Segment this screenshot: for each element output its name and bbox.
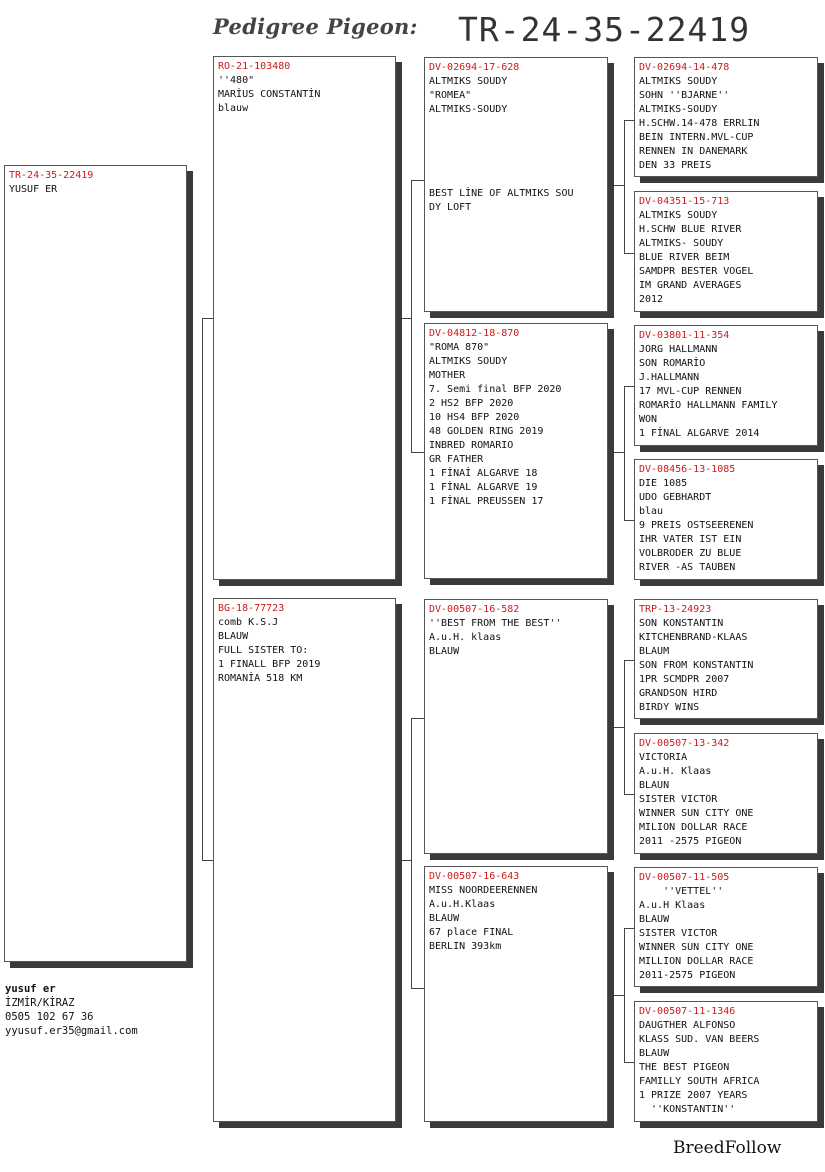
pedigree-text-line: SOHN ''BJARNE'' [639,90,730,101]
connector [614,727,624,728]
connector [402,860,411,861]
pedigree-text-line [429,117,603,131]
connector [202,318,203,860]
pedigree-text-line: ALTMIKS SOUDY [639,76,718,87]
connector [624,520,634,521]
pedigree-text-line: SAMDPR BESTER VOGEL [639,266,754,277]
owner-city: İZMİR/KİRAZ [5,997,75,1009]
pedigree-text-line: BLAUM [639,646,670,657]
connector [624,1062,634,1063]
pedigree-text-line: BLAUW [639,914,670,925]
pedigree-text-line: ALTMIKS-SOUDY [639,104,718,115]
pedigree-text-line: A.u.H.Klaas [429,899,496,910]
pedigree-text-line: "ROMA 870" [429,342,490,353]
pedigree-text-line: SISTER VICTOR [639,794,718,805]
pedigree-text-line: 1 FİNAİ ALGARVE 18 [429,468,538,479]
sd-sire-card [634,325,818,446]
ring-number: RO-21-103480 [218,61,291,72]
ring-number: DV-04812-18-870 [429,328,520,339]
pedigree-text-line: BLAUN [639,780,670,791]
ring-number: DV-02694-17-628 [429,62,520,73]
connector [624,120,625,253]
connector [624,660,634,661]
pedigree-text-line: A.u.H. klaas [429,632,502,643]
pedigree-text-line: ALTMIKS SOUDY [429,356,508,367]
connector [202,318,213,319]
pedigree-text-line: WINNER SUN CITY ONE [639,942,754,953]
ring-number: DV-00507-11-505 [639,872,730,883]
pedigree-text-line: GRANDSON HIRD [639,688,718,699]
pedigree-text-line: FULL SISTER TO: [218,645,309,656]
connector [411,452,424,453]
pedigree-text-line: SON FROM KONSTANTIN [639,660,754,671]
connector [624,660,625,794]
pedigree-text-line: RENNEN IN DANEMARK [639,146,748,157]
pedigree-text-line: BLAUW [218,631,249,642]
pedigree-text-line: blau [639,506,664,517]
pedigree-text-line: BLAUW [429,913,460,924]
pedigree-text-line: 67 place FINAL [429,927,514,938]
pedigree-text-line: BLAUW [639,1048,670,1059]
pedigree-text-line: MISS NOORDEERENNEN [429,885,538,896]
pedigree-text-line: 7. Semi final BFP 2020 [429,384,562,395]
owner-name: yusuf er [5,983,56,995]
pedigree-text-line: ''480" [218,75,255,86]
pedigree-text-line: UDO GEBHARDT [639,492,712,503]
ring-number: DV-02694-14-478 [639,62,730,73]
pedigree-text-line: IHR VATER IST EIN [639,534,742,545]
pedigree-text-line: BIRDY WINS [639,702,700,713]
pedigree-text-line: KITCHENBRAND-KLAAS [639,632,748,643]
connector [411,988,424,989]
pedigree-text-line: BLUE RIVER BEIM [639,252,730,263]
owner-email: yyusuf.er35@gmail.com [5,1025,138,1037]
connector [624,120,634,121]
connector [411,180,412,452]
pedigree-text-line: MOTHER [429,370,466,381]
pedigree-text-line: ALTMIKS SOUDY [639,210,718,221]
pedigree-text-line: FAMILLY SOUTH AFRICA [639,1076,760,1087]
pedigree-text-line: 9 PREIS OSTSEERENEN [639,520,754,531]
connector [411,718,424,719]
sire-sire-card [424,57,608,312]
pedigree-text-line [429,145,603,159]
pedigree-text-line: "ROMEA" [429,90,472,101]
connector [624,928,625,1062]
pedigree-text-line: ROMANİA 518 KM [218,673,303,684]
dam-dam-card [424,866,608,1122]
pedigree-text-line: 1 FINALL BFP 2019 [218,659,321,670]
connector [624,386,634,387]
owner-phone: 0505 102 67 36 [5,1011,94,1023]
pedigree-text-line [429,131,603,145]
connector [202,860,213,861]
pedigree-text-line: comb K.S.J [218,617,279,628]
pedigree-text-line: BLAUW [429,646,460,657]
dd-sire-card [634,867,818,987]
pedigree-text-line: 2011-2575 PIGEON [639,970,736,981]
connector [624,386,625,520]
dd-dam-card [634,1001,818,1122]
ring-number: DV-00507-11-1346 [639,1006,736,1017]
ring-number: BG-18-77723 [218,603,285,614]
pedigree-text-line: ALTMIKS- SOUDY [639,238,724,249]
pedigree-text-line: DY LOFT [429,202,472,213]
pedigree-text-line [429,173,603,187]
pedigree-text-line: WON [639,414,658,425]
pedigree-text-line: BERLIN 393km [429,941,502,952]
pedigree-text-line: JORG HALLMANN [639,344,718,355]
pedigree-text-line: WINNER SUN CITY ONE [639,808,754,819]
connector [402,318,411,319]
pedigree-text-line: ''KONSTANTIN'' [639,1104,736,1115]
connector [614,185,624,186]
pedigree-text-line: ''BEST FROM THE BEST'' [429,618,562,629]
pedigree-text-line: KLASS SUD. VAN BEERS [639,1034,760,1045]
pedigree-text-line: 17 MVL-CUP RENNEN [639,386,742,397]
sd-dam-card [634,459,818,580]
pedigree-text-line: VOLBRODER ZU BLUE [639,548,742,559]
ds-dam-card [634,733,818,854]
pedigree-text-line: MARİUS CONSTANTİN [218,89,321,100]
pedigree-text-line: H.SCHW BLUE RIVER [639,224,742,235]
sire-dam-card [424,323,608,579]
pedigree-text-line: RIVER -AS TAUBEN [639,562,736,573]
ring-number: DV-00507-16-582 [429,604,520,615]
connector [614,995,624,996]
pedigree-text-line: ROMARİO HALLMANN FAMILY [639,400,778,411]
connector [614,452,624,453]
pedigree-text-line: ALTMIKS-SOUDY [429,104,508,115]
pedigree-text-line: IM GRAND AVERAGES [639,280,742,291]
brand-logo-text: BreedFollow [673,1138,782,1158]
ring-number: TR-24-35-22419 [9,170,94,181]
pedigree-text-line: 2 HS2 BFP 2020 [429,398,514,409]
pedigree-text-line: VICTORIA [639,752,688,763]
connector [624,928,634,929]
pedigree-text-line: 10 HS4 BFP 2020 [429,412,520,423]
pedigree-text-line: MILION DOLLAR RACE [639,822,748,833]
dam-card [213,598,396,1122]
pedigree-text-line: BEIN INTERN.MVL-CUP [639,132,754,143]
pedigree-text-line: 1 FİNAL PREUSSEN 17 [429,496,544,507]
pedigree-text-line: 1PR SCMDPR 2007 [639,674,730,685]
pedigree-text-line: 2012 [639,294,664,305]
pedigree-text-line: ALTMIKS SOUDY [429,76,508,87]
connector [411,718,412,988]
connector [624,794,634,795]
ss-dam-card [634,191,818,312]
pedigree-text-line: INBRED ROMARIO [429,440,514,451]
pedigree-text-line: 1 FİNAL ALGARVE 2014 [639,428,760,439]
sire-card [213,56,396,580]
subject-card [4,165,187,962]
ds-sire-card [634,599,818,719]
pedigree-text-line: 48 GOLDEN RING 2019 [429,426,544,437]
pedigree-text-line: SISTER VICTOR [639,928,718,939]
pedigree-text-line: BEST LİNE OF ALTMIKS SOU [429,188,574,199]
ring-number: DV-08456-13-1085 [639,464,736,475]
header-ring-number: TR-24-35-22419 [458,10,751,49]
pedigree-text-line: blauw [218,103,249,114]
pedigree-text-line: 2011 -2575 PIGEON [639,836,742,847]
connector [411,180,424,181]
pedigree-text-line: SON KONSTANTIN [639,618,724,629]
pedigree-text-line: GR FATHER [429,454,484,465]
connector [624,253,634,254]
ring-number: TRP-13-24923 [639,604,712,615]
ring-number: DV-00507-13-342 [639,738,730,749]
ring-number: DV-03801-11-354 [639,330,730,341]
page-title: Pedigree Pigeon: [213,14,418,39]
pedigree-text-line: DAUGTHER ALFONSO [639,1020,736,1031]
owner-info [5,982,138,1038]
pedigree-text-line: MILLION DOLLAR RACE [639,956,754,967]
pedigree-text-line: DIE 1085 [639,478,688,489]
pedigree-text-line: J.HALLMANN [639,372,700,383]
pedigree-text-line: THE BEST PIGEON [639,1062,730,1073]
pedigree-text-line [429,159,603,173]
pedigree-text-line: A.u.H Klaas [639,900,706,911]
pedigree-text-line: A.u.H. Klaas [639,766,712,777]
ss-sire-card [634,57,818,177]
pedigree-text-line: DEN 33 PREIS [639,160,712,171]
pedigree-text-line: YUSUF ER [9,184,58,195]
dam-sire-card [424,599,608,854]
pedigree-text-line: ''VETTEL'' [639,886,724,897]
ring-number: DV-00507-16-643 [429,871,520,882]
pedigree-text-line: SON ROMARİO [639,358,706,369]
pedigree-text-line: 1 FİNAL ALGARVE 19 [429,482,538,493]
pedigree-text-line: 1 PRIZE 2007 YEARS [639,1090,748,1101]
pedigree-text-line: H.SCHW.14-478 ERRLIN [639,118,760,129]
ring-number: DV-04351-15-713 [639,196,730,207]
